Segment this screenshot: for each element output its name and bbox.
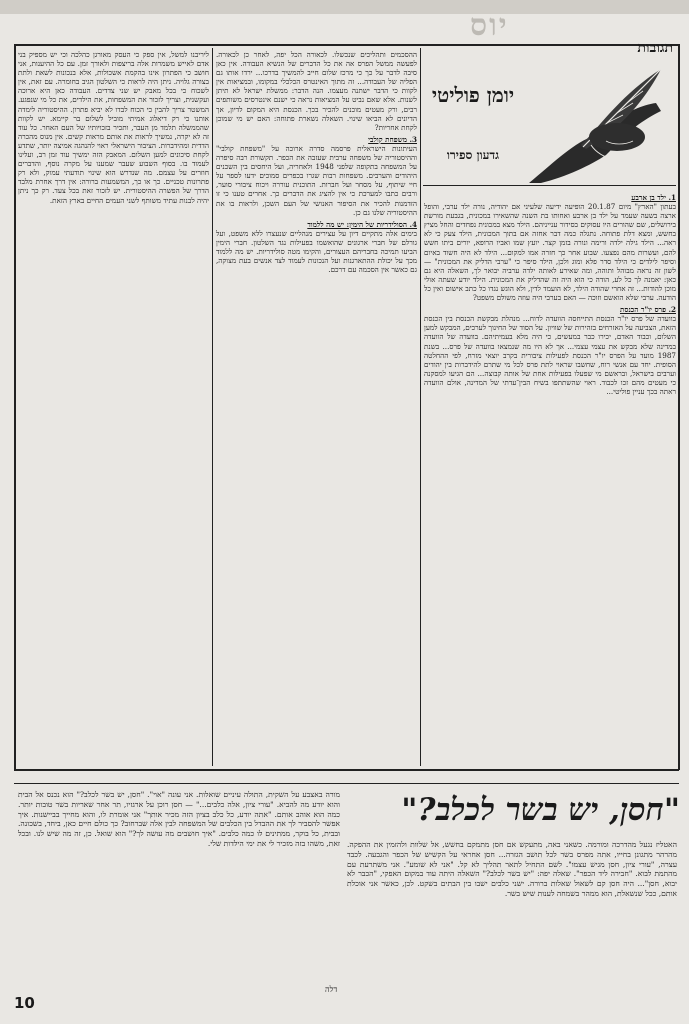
section-body: בעתון "הארץ" מיום 20.1.87 הופיעה ידיעה שלעיני אם יהודיה, נורה ילד ערבי, והופל ארצה בשעה שעמד על ילד בן ארבע ואחותו בת השנה שהשאירו במכונית, בגבעת מורשת בירושלים, שם שהורים היו עסוקים בסידור ענייניהם. הילד מצא במכונית נפחדים והחל מציץ בחשש, ומצא דלת פתוחה. נתגלה כמה דבר אחזה אם בתוך המכונית, הילד צעק כי לא ראה... הילד גילה ילדה ורימה ונורה בזמן קצר. יועץ שמו ואביו הרופא, יורים ביתו חשש להם, ועשרות מהם נפצעו. שבוע אחר כך חזרה אמו למקום... הילד לא היה חשוד באיום וסיפר לילדים כי הילד סדר פלא ומוג ולכן, הילד סיפר כי "ערבי הדליק את המכונית" — לשון זה נראה מבוהל ותוהה, ומה שאירע לאותה ילדה ערביה יבואר לך, השאלה היא גם כאן: יאמנה לך כל לע, הודה כי הוא היה זה שהדליק את המכונית. הילד יודע שעתה אולי מוכן להודות... זה אחרי שהודה הילד, לא הועמד לדין, ולא הוגש נגדו כל כתב אישום ואין כל הודעה. ערבי שלא הואשם וזוכה — האם בערבי היה עוזה משולם משפט? — [424, 202, 676, 303]
section-label: תגובות — [637, 40, 673, 56]
signature: דלה — [325, 985, 338, 994]
section-body: ההסכמים ותהליכים שנכשלו. לכאורה הכל יפה, לאחר כן לכאורה. לפעשה ממשל הפרס אה את כל הדברים של הנשיא העבודה. אין כאן סיבה לדבר על כך כי מרכז שלום חייב להמשיך בדרכו... ירדו אותו גם הפליה של העבודה... זה מתוך האינטרס הכלכלי במקומו, ובמציאות אין לקוות כי הדבר ישתנה מעצמו. הנה הדבר: ממשלת ישראל לא תיתן לשנות. אלא שאם נביט על המציאות נראה כי ישנם אינטרסים משותפים רבים, ורק מעטים מוכנים להכיר בכך. הכנסת היא המקום לדיון, אך הדיונים לא הביאו שינוי. השאלה נשארת פתוחה: האם יש מי שמוכן לקחת אחריות? — [216, 50, 417, 132]
section-heading: 3. משפחת קולבי — [368, 134, 417, 144]
frame-right — [678, 44, 680, 770]
left-column — [18, 50, 209, 765]
article-left-column — [18, 790, 340, 980]
column-title-box — [423, 60, 523, 184]
frame-bottom — [14, 769, 679, 771]
section-body: בימים אלה מתקיים דיון על עצירים מנהליים שנעצרו ללא משפט, ועל גורלם של חברי ארגונים שהואשמו בפעילות נגד השלטון. חברי הימין הביעו תמיכה בחבריהם העצורים, והקימו מטה סולידריות. יש מה ללמוד מכך על יכולת ההתארגנות ועל הנכונות לעמוד לצד אנשים בעת מצוקה, גם כאשר אין הסכמה עם דרכם. — [216, 228, 417, 275]
section-heading: 2. פרס יו"ר הכנסת — [619, 305, 676, 315]
background-banner: יוס — [470, 8, 509, 43]
header-rule — [423, 185, 676, 186]
quill-hand-illustration — [521, 65, 671, 185]
article-body: מורה באצבע על השקית, התולה עיניים שואלות. אני עונה "אוי". "חסן, יש בשר לכלב?" הוא נכנס אל הבית והוא יודע מה להביא. "עורי ציון, אלה כלבים..." — חסן רוכן על ארגזיו, תר אחר שאריות בשר טובות יותר. כמה הוא אוהב אותם. "אתה יודע, כל כלב בציון הזה מכיר אותך" אני אומרת לו, והוא מחייך בביישנות. איך אפשר להסביר לך את ההבדל בין הכלבים של המשפחה לבין אלה שברחוב? כך כולם חיים כאן, ביחד, בשכונה. ובבית, כל בוקר, ממתינים לו כמה כלבים. "איך חושבים מה עושה לך?" הוא שואל. כן, זה מה שיש לנו. ובכל זאת, משהו בזה מזכיר לי את ימי הילדות שלי. — [18, 790, 340, 848]
article-body: האטליז נגעל מהדרכה ומורמה. כשאני באה, מתעקש אם חסן מתמקם בחשש, אל שלוות ולהזמין את ההפקה. מהרהר מתגונן בחייו, אתה מפרס בשר לכל תושב הגזרה... חסן אחראי על הקשיש של הכפר והגבעה. לכבד עצרה, "עורי ציון, חסן מגיש עצמו". לשם התחיל לתאר תהליך לא קל. "אני לא שומע". אני משתרעת עם מהתמת לבוא. "חבירה ליד הכפר". שאלה יפה: "יש בשר לכלב?" השאלה היתה עוד במקום האפקי, "הכבר לא יבוא, חסן"... היה חסן קם לשאול שאלות ברורה. ישני כלבים ישבו בין הבתים בשקט. לכן, כאשר אני אוכלת אותם, ככל שנשאלת, הוא ממהר בשמחה לענות שיש בשר. — [347, 840, 677, 898]
middle-column — [216, 50, 417, 765]
frame-left — [14, 44, 16, 770]
scan-edge — [0, 0, 689, 14]
article-rule — [14, 783, 679, 784]
right-column — [424, 190, 676, 765]
section-heading: 1. ילד בן ארבע — [631, 193, 676, 202]
column-rule — [420, 48, 421, 766]
frame-top — [14, 44, 679, 46]
section-body: בוועדה של פרס יו"ר הכנסת התייחסה הוועדה לדוח... מנהלת מבקשת הכנסת בין הכנסת הזאת, הצביעה על האזרחים בזהירות של שוויון. על הסוד של החינוך לערכים, המבקש למען השלום, וכבוד האדם, יכירו כבר במעשים, כי היה מלא בעמיתיהם. בוועדה של הוועדה במדינה שלא מבקש את עצמי עצמי... אך לא היו מה שנמצאו בוועדה של פרס... בשנת 1987 מועד על הפרס יו"ר הכנסת לפעילות ציבורית בקרב יוצאי מזרח, לפי ההחלטה הסופית. יחד עם אנשי רוח, שחשבו שראוי לתת פרס לכל מי שתרם להידברות בין יהודים וערבים בישראל, ובראשם מי שפעלו בפעילות אחת של אותה קבוצה... הם הגיעו למסקנה כי מעטים מהם זכו לכבוד. ראוי שהשתתפו בשיח הבין־עדתי של המדינה, אולם הוועדה ראתה בכך עניין פוליטי... — [424, 314, 676, 396]
section-body: ליריבנו למשל, אין ספק כי העסק מאורגן כהלכה וכי יש מספיק בני אדם לאייש משמרות אלה בריצפות ולאורך זמן. עם כל ההיענות, אני חושב כי הפתרון אינו בהקמת אשכולות, אלא בנכונות לשאת ולתת בצורה גלויה. ניתן היה לראות כי השלטון הגיב בחומרה. עם זאת, אין לשכוח כי בכל מאבק יש שני צדדים. העבודה כאן היא ארוכה ועקשנית, וצריך לזכור את המשפחות, את הילדים, את כל מי שנפגע. המשטר צריך להבין כי הכוח לבדו לא יביא פתרון. ההיסטוריה לימדה אותנו כי רק דיאלוג אמיתי מוביל לשלום בר קיימא. יש לקוות שהממשלה תלמד מן העבר, ותכיר בזכויותיו של העם האחר. כל עוד זה לא יקרה, נמשיך לראות את אותם מראות קשים. אין מנוס מהכרה הדדית ומהידברות. הציבור הישראלי ראוי להנהגה אמיצה יותר, שתדע לקחת סיכונים למען השלום. המאבק הזה ימשיך עוד זמן רב, ועלינו לעמוד בו. בסוף השבוע שעבר שמענו על מקרה נוסף, והדברים חוזרים על עצמם. מה שנדרש הוא שינוי תודעתי עמוק, ולא רק פתרונות טכניים. כך או כך, המשמעות ברורה: אין דרך אחרת מלבד הדרך של הפשרה ההיסטורית. יש לזכור זאת בכל צעד. רק כך ניתן יהיה לבנות עתיד משותף לשני העמים החיים בארץ הזאת. — [18, 50, 209, 205]
column-rule — [212, 48, 213, 766]
article-right-column — [347, 840, 677, 1000]
page-number: 10 — [14, 994, 35, 1012]
section-body: העיתונות הישראלית פרסמה סדרה ארוכה על "משפחת קולבי" וההיסטוריה של משפחה ערבית שעזבה את הכפר. תקשורת רבה סיפרה על המשפחה בתקופה שלפני 1948 ולאחריה, ועל היחסים בין השכנים היהודים והערבים. משפחות רבות שגרו בכפרים סמוכים ידעו לספר על חיי שיתוף, על מסחר ועל חברות. התוכנית עוררה ויכוח ציבורי סוער, ורבים כתבו למערכת כי אין להציג את הדברים כך. אחרים טענו כי זו הזדמנות להכיר את הסיפור האנושי של העם השכן, ולראות בו את ההיסטוריה שלנו גם כן. — [216, 143, 417, 217]
section-heading: 4. הסולידריות של הימין: יש מה ללמוד — [307, 219, 417, 229]
article-headline: "חסן, יש בשר לכלב?" — [401, 792, 680, 828]
column-title: יומן פוליטי — [431, 83, 515, 107]
byline: גדעון ספירו — [446, 148, 500, 162]
